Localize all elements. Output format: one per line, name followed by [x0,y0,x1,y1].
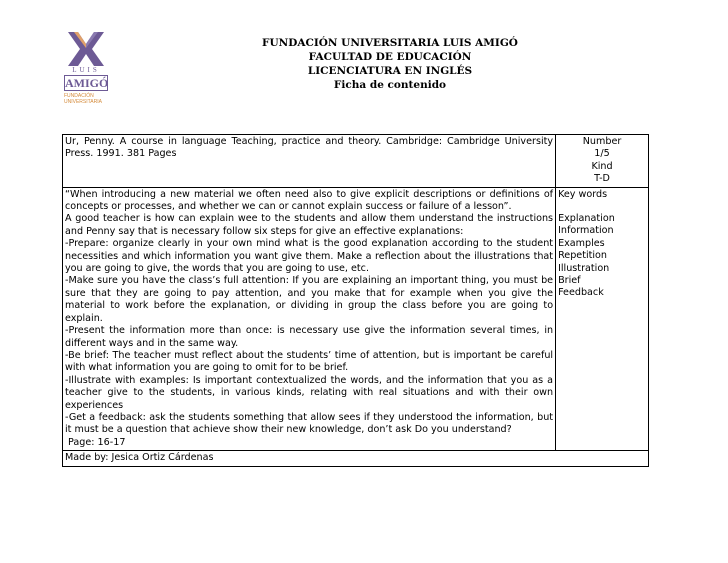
keyword-item: Examples [558,237,605,249]
keyword-item: Information [558,225,614,237]
kind-label: Kind [591,160,613,172]
footer-row [63,451,649,466]
content-paragraph: -Present the information more than once: is necessary use give the information several times, in different ways and in the same way. [65,325,554,349]
content-paragraph: -Illustrate with examples: Is important contextualized the words, and the information that you as a teacher give to the students, in various kinds, relating with real situations and with their own experiences [65,374,554,411]
keyword-item: Brief [558,275,581,287]
reference-row [63,135,649,188]
content-paragraph: -Make sure you have the class’s full attention: If you are explaining an important thing, you must be sure that they are going to pay attention, and you make that for example when you give the material to work before the explanation, or dividing in group the class before you are going to explain. [65,275,554,324]
header-faculty: FACULTAD DE EDUCACIÓN [308,51,472,63]
content-paragraph: “When introducing a new material we often need also to give explicit descriptions or definitions of concepts or processes, and whether we can or cannot explain success or failure of a lesson”. [65,188,554,213]
content-card-table [62,134,649,467]
university-logo [64,32,108,116]
content-row [63,187,649,451]
logo-amigo-text: AMIGÓ [65,76,109,90]
logo-luis-text: LUIS [72,66,100,74]
content-paragraph: -Get a feedback: ask the students something that allow sees if they understood the information, but it must be a question that achieve show their new knowledge, don’t ask Do you understand? [65,411,554,436]
made-by: Made by: Jesica Ortiz Cárdenas [63,451,649,466]
kind-value: T-D [594,173,610,185]
content-paragraph: -Be brief: The teacher must reflect about the students’ time of attention, but is important be careful with what information you are going to omit for to be brief. [65,349,554,374]
keyword-item: Illustration [558,262,610,274]
header-form-title: Ficha de contenido [333,79,447,91]
number-value: 1/5 [594,148,610,160]
keyword-item: Feedback [558,287,604,299]
keywords-cell [556,187,649,451]
header-program: LICENCIATURA EN INGLÉS [307,65,473,77]
content-paragraph: A good teacher is how can explain wee to the students and allow them understand the instructions and Penny say that is necessary follow six steps for give an effective explanations: [65,213,554,237]
keyword-item: Repetition [558,250,607,262]
logo-universitaria-text: UNIVERSITARIA [64,99,102,105]
keywords-label: Key words [558,188,608,200]
document-header [230,36,550,92]
reference-meta [556,135,649,188]
content-text [63,187,556,451]
reference-citation: Ur, Penny. A course in language Teaching, practice and theory. Cambridge: Cambridge University Press. 1991. 381 Pages [63,135,556,188]
number-label: Number [582,136,622,147]
logo-fundacion-text: FUNDACIÓN [64,93,94,99]
content-paragraph: -Prepare: organize clearly in your own mind what is the good explanation according to the student necessities and which information you want give them. Make a reflection about the illustrations that you are going to give, the words that you are going to use, etc. [65,238,554,275]
page-reference: Page: 16-17 [65,436,126,448]
logo-x-emblem-icon [64,32,108,66]
header-institution: FUNDACIÓN UNIVERSITARIA LUIS AMIGÓ [262,37,518,49]
keyword-item: Explanation [558,213,615,225]
